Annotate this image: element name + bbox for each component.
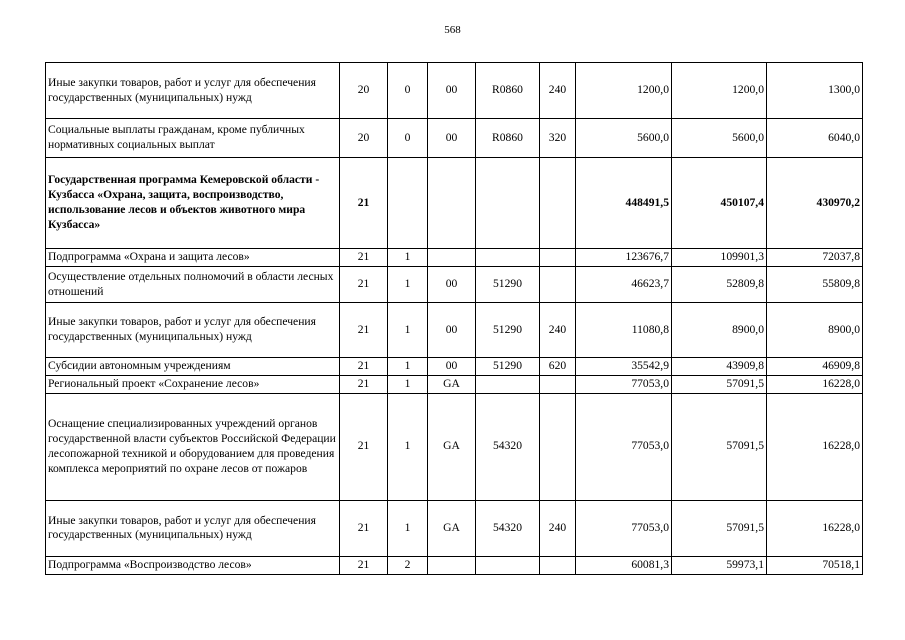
cell-direction-code: GA bbox=[428, 376, 476, 394]
cell-expense-type bbox=[540, 393, 576, 500]
cell-direction-code bbox=[428, 249, 476, 267]
cell-name: Региональный проект «Сохранение лесов» bbox=[46, 376, 340, 394]
cell-program-code: 21 bbox=[340, 393, 388, 500]
cell-amount-year1: 35542,9 bbox=[576, 358, 672, 376]
cell-amount-year1: 1200,0 bbox=[576, 63, 672, 119]
cell-expense-code bbox=[476, 158, 540, 249]
cell-amount-year1: 123676,7 bbox=[576, 249, 672, 267]
cell-direction-code: 00 bbox=[428, 63, 476, 119]
cell-direction-code: 00 bbox=[428, 119, 476, 158]
cell-expense-code: 51290 bbox=[476, 303, 540, 358]
cell-amount-year2: 52809,8 bbox=[672, 267, 767, 303]
cell-amount-year1: 60081,3 bbox=[576, 556, 672, 574]
cell-program-code: 20 bbox=[340, 119, 388, 158]
cell-subprogram-code bbox=[388, 158, 428, 249]
cell-amount-year1: 11080,8 bbox=[576, 303, 672, 358]
cell-expense-type: 320 bbox=[540, 119, 576, 158]
cell-amount-year2: 57091,5 bbox=[672, 500, 767, 556]
cell-expense-type bbox=[540, 556, 576, 574]
cell-subprogram-code: 1 bbox=[388, 500, 428, 556]
cell-expense-code bbox=[476, 249, 540, 267]
cell-direction-code: 00 bbox=[428, 358, 476, 376]
cell-amount-year3: 16228,0 bbox=[767, 500, 863, 556]
cell-amount-year2: 109901,3 bbox=[672, 249, 767, 267]
cell-name: Социальные выплаты гражданам, кроме публичных нормативных социальных выплат bbox=[46, 119, 340, 158]
cell-amount-year1: 77053,0 bbox=[576, 376, 672, 394]
cell-expense-code: R0860 bbox=[476, 119, 540, 158]
cell-program-code: 21 bbox=[340, 500, 388, 556]
cell-program-code: 21 bbox=[340, 267, 388, 303]
cell-amount-year3: 55809,8 bbox=[767, 267, 863, 303]
cell-name: Иные закупки товаров, работ и услуг для обеспечения государственных (муниципальных) нужд bbox=[46, 303, 340, 358]
cell-expense-code: 54320 bbox=[476, 393, 540, 500]
cell-direction-code: GA bbox=[428, 393, 476, 500]
cell-amount-year3: 430970,2 bbox=[767, 158, 863, 249]
cell-expense-type bbox=[540, 376, 576, 394]
budget-table bbox=[45, 62, 863, 575]
cell-amount-year2: 43909,8 bbox=[672, 358, 767, 376]
cell-program-code: 21 bbox=[340, 556, 388, 574]
cell-amount-year3: 16228,0 bbox=[767, 393, 863, 500]
cell-amount-year1: 77053,0 bbox=[576, 500, 672, 556]
cell-direction-code bbox=[428, 556, 476, 574]
table-row bbox=[46, 376, 863, 394]
cell-direction-code: 00 bbox=[428, 267, 476, 303]
cell-subprogram-code: 1 bbox=[388, 376, 428, 394]
cell-expense-type bbox=[540, 249, 576, 267]
cell-expense-type: 240 bbox=[540, 500, 576, 556]
cell-subprogram-code: 1 bbox=[388, 358, 428, 376]
cell-program-code: 21 bbox=[340, 376, 388, 394]
cell-amount-year2: 57091,5 bbox=[672, 393, 767, 500]
cell-subprogram-code: 1 bbox=[388, 267, 428, 303]
cell-program-code: 21 bbox=[340, 158, 388, 249]
cell-name: Субсидии автономным учреждениям bbox=[46, 358, 340, 376]
cell-name: Иные закупки товаров, работ и услуг для обеспечения государственных (муниципальных) нужд bbox=[46, 63, 340, 119]
cell-expense-code: 51290 bbox=[476, 358, 540, 376]
cell-program-code: 21 bbox=[340, 358, 388, 376]
cell-expense-code bbox=[476, 376, 540, 394]
cell-direction-code: 00 bbox=[428, 303, 476, 358]
cell-subprogram-code: 0 bbox=[388, 63, 428, 119]
table-row bbox=[46, 500, 863, 556]
cell-amount-year3: 70518,1 bbox=[767, 556, 863, 574]
table-row bbox=[46, 556, 863, 574]
cell-direction-code bbox=[428, 158, 476, 249]
cell-amount-year3: 1300,0 bbox=[767, 63, 863, 119]
table-row bbox=[46, 358, 863, 376]
cell-amount-year3: 16228,0 bbox=[767, 376, 863, 394]
cell-name: Оснащение специализированных учреждений органов государственной власти субъектов Российской Федерации лесопожарной техникой и оборудованием для проведения комплекса мероприятий по охране лесов от пожаров bbox=[46, 393, 340, 500]
cell-amount-year1: 77053,0 bbox=[576, 393, 672, 500]
table-row bbox=[46, 393, 863, 500]
page-number: 568 bbox=[444, 24, 461, 36]
cell-name: Подпрограмма «Охрана и защита лесов» bbox=[46, 249, 340, 267]
cell-expense-code bbox=[476, 556, 540, 574]
cell-amount-year3: 46909,8 bbox=[767, 358, 863, 376]
table-body bbox=[46, 63, 863, 575]
cell-name: Осуществление отдельных полномочий в области лесных отношений bbox=[46, 267, 340, 303]
cell-amount-year3: 72037,8 bbox=[767, 249, 863, 267]
cell-amount-year1: 448491,5 bbox=[576, 158, 672, 249]
cell-name: Государственная программа Кемеровской области - Кузбасса «Охрана, защита, воспроизводство, использование лесов и объектов животного мира Кузбасса» bbox=[46, 158, 340, 249]
table-row bbox=[46, 249, 863, 267]
table-row bbox=[46, 63, 863, 119]
cell-amount-year1: 5600,0 bbox=[576, 119, 672, 158]
cell-amount-year3: 8900,0 bbox=[767, 303, 863, 358]
cell-name: Иные закупки товаров, работ и услуг для обеспечения государственных (муниципальных) нужд bbox=[46, 500, 340, 556]
cell-expense-type bbox=[540, 267, 576, 303]
table-row bbox=[46, 267, 863, 303]
cell-amount-year2: 8900,0 bbox=[672, 303, 767, 358]
cell-expense-type: 240 bbox=[540, 303, 576, 358]
cell-expense-type bbox=[540, 158, 576, 249]
cell-program-code: 20 bbox=[340, 63, 388, 119]
cell-amount-year2: 57091,5 bbox=[672, 376, 767, 394]
cell-program-code: 21 bbox=[340, 303, 388, 358]
cell-subprogram-code: 1 bbox=[388, 249, 428, 267]
cell-amount-year2: 59973,1 bbox=[672, 556, 767, 574]
cell-expense-code: R0860 bbox=[476, 63, 540, 119]
cell-expense-type: 620 bbox=[540, 358, 576, 376]
cell-subprogram-code: 1 bbox=[388, 393, 428, 500]
cell-amount-year2: 450107,4 bbox=[672, 158, 767, 249]
cell-expense-code: 54320 bbox=[476, 500, 540, 556]
cell-amount-year2: 5600,0 bbox=[672, 119, 767, 158]
cell-expense-type: 240 bbox=[540, 63, 576, 119]
cell-subprogram-code: 1 bbox=[388, 303, 428, 358]
table-row bbox=[46, 119, 863, 158]
table-row bbox=[46, 303, 863, 358]
table-row bbox=[46, 158, 863, 249]
cell-subprogram-code: 0 bbox=[388, 119, 428, 158]
cell-expense-code: 51290 bbox=[476, 267, 540, 303]
cell-amount-year3: 6040,0 bbox=[767, 119, 863, 158]
cell-amount-year1: 46623,7 bbox=[576, 267, 672, 303]
cell-direction-code: GA bbox=[428, 500, 476, 556]
cell-amount-year2: 1200,0 bbox=[672, 63, 767, 119]
cell-program-code: 21 bbox=[340, 249, 388, 267]
cell-name: Подпрограмма «Воспроизводство лесов» bbox=[46, 556, 340, 574]
cell-subprogram-code: 2 bbox=[388, 556, 428, 574]
